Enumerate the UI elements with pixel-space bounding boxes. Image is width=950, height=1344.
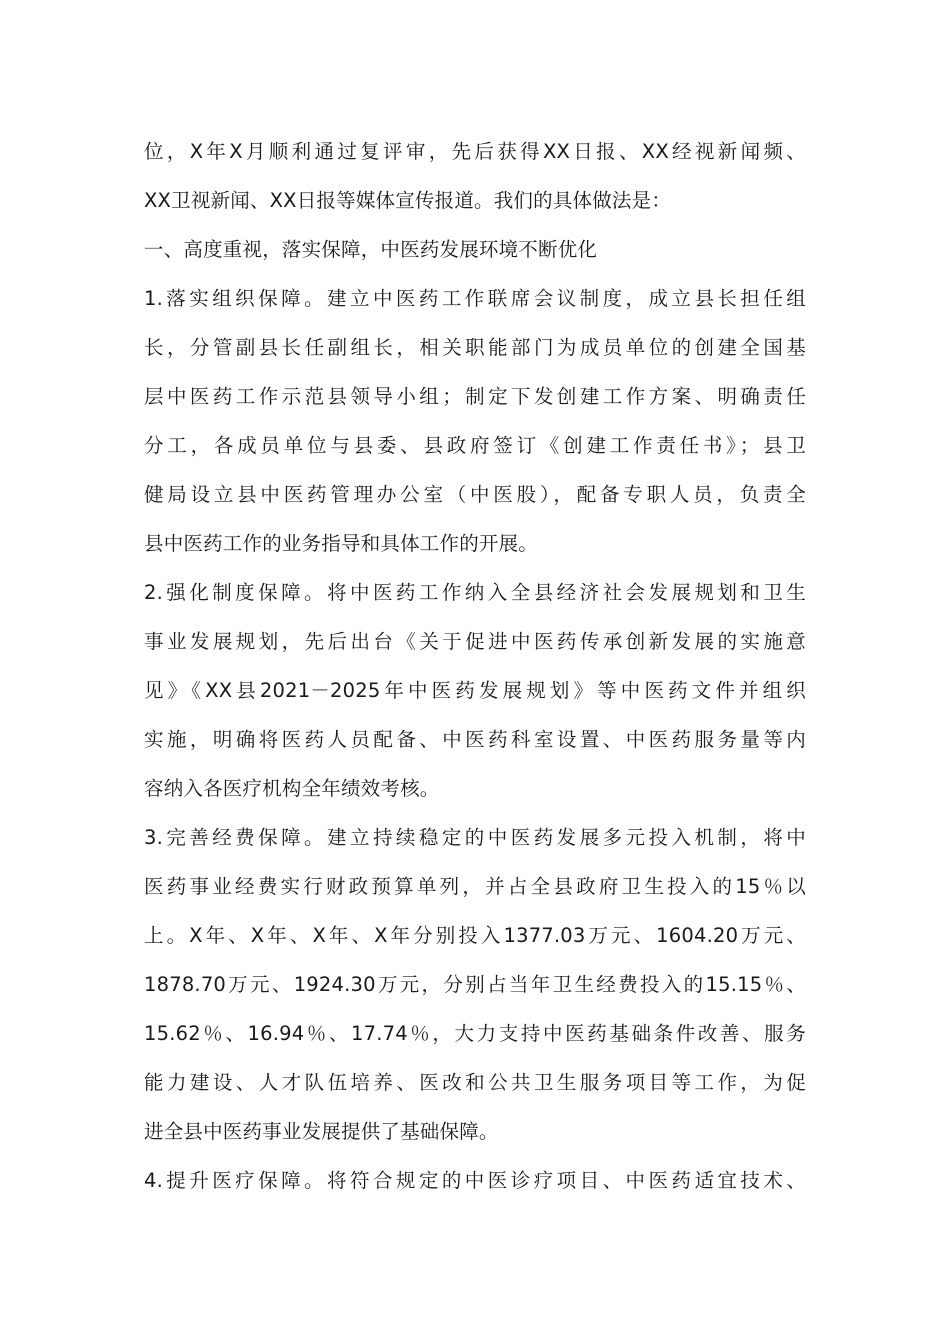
text-line: 实施，明确将医药人员配备、中医药科室设置、中医药服务量等内	[144, 728, 806, 751]
section-heading: 一、高度重视，落实保障，中医药发展环境不断优化	[144, 238, 598, 261]
text-line: 健局设立县中医药管理办公室（中医股），配备专职人员，负责全	[144, 483, 806, 506]
text-line: 分工，各成员单位与县委、县政府签订《创建工作责任书》；县卫	[144, 434, 806, 457]
text-line: 1878.70万元、1924.30万元，分别占当年卫生经费投入的15.15％、	[144, 973, 806, 996]
text-line: 上。X年、X年、X年、X年分别投入1377.03万元、1604.20万元、	[144, 924, 806, 947]
text-line: 1.落实组织保障。建立中医药工作联席会议制度，成立县长担任组	[144, 287, 806, 310]
text-line: 县中医药工作的业务指导和具体工作的开展。	[144, 532, 539, 555]
text-line: 15.62％、16.94％、17.74％，大力支持中医药基础条件改善、服务	[144, 1022, 806, 1045]
text-line: 进全县中医药事业发展提供了基础保障。	[144, 1120, 499, 1143]
text-line: 容纳入各医疗机构全年绩效考核。	[144, 777, 440, 800]
text-line: 3.完善经费保障。建立持续稳定的中医药发展多元投入机制，将中	[144, 826, 806, 849]
text-line: 2.强化制度保障。将中医药工作纳入全县经济社会发展规划和卫生	[144, 581, 806, 604]
text-line: 4.提升医疗保障。将符合规定的中医诊疗项目、中医药适宜技术、	[144, 1169, 806, 1192]
text-line: 长，分管副县长任副组长，相关职能部门为成员单位的创建全国基	[144, 336, 806, 359]
text-line: 位，X年X月顺利通过复评审，先后获得XX日报、XX经视新闻频、	[144, 140, 806, 163]
text-line: 医药事业经费实行财政预算单列，并占全县政府卫生投入的15％以	[144, 875, 806, 898]
text-line: XX卫视新闻、XX日报等媒体宣传报道。我们的具体做法是：	[144, 189, 672, 212]
text-line: 层中医药工作示范县领导小组；制定下发创建工作方案、明确责任	[144, 385, 806, 408]
text-line: 见》《XX县2021－2025年中医药发展规划》等中医药文件并组织	[144, 679, 806, 702]
text-line: 事业发展规划，先后出台《关于促进中医药传承创新发展的实施意	[144, 630, 806, 653]
text-line: 能力建设、人才队伍培养、医改和公共卫生服务项目等工作，为促	[144, 1071, 806, 1094]
